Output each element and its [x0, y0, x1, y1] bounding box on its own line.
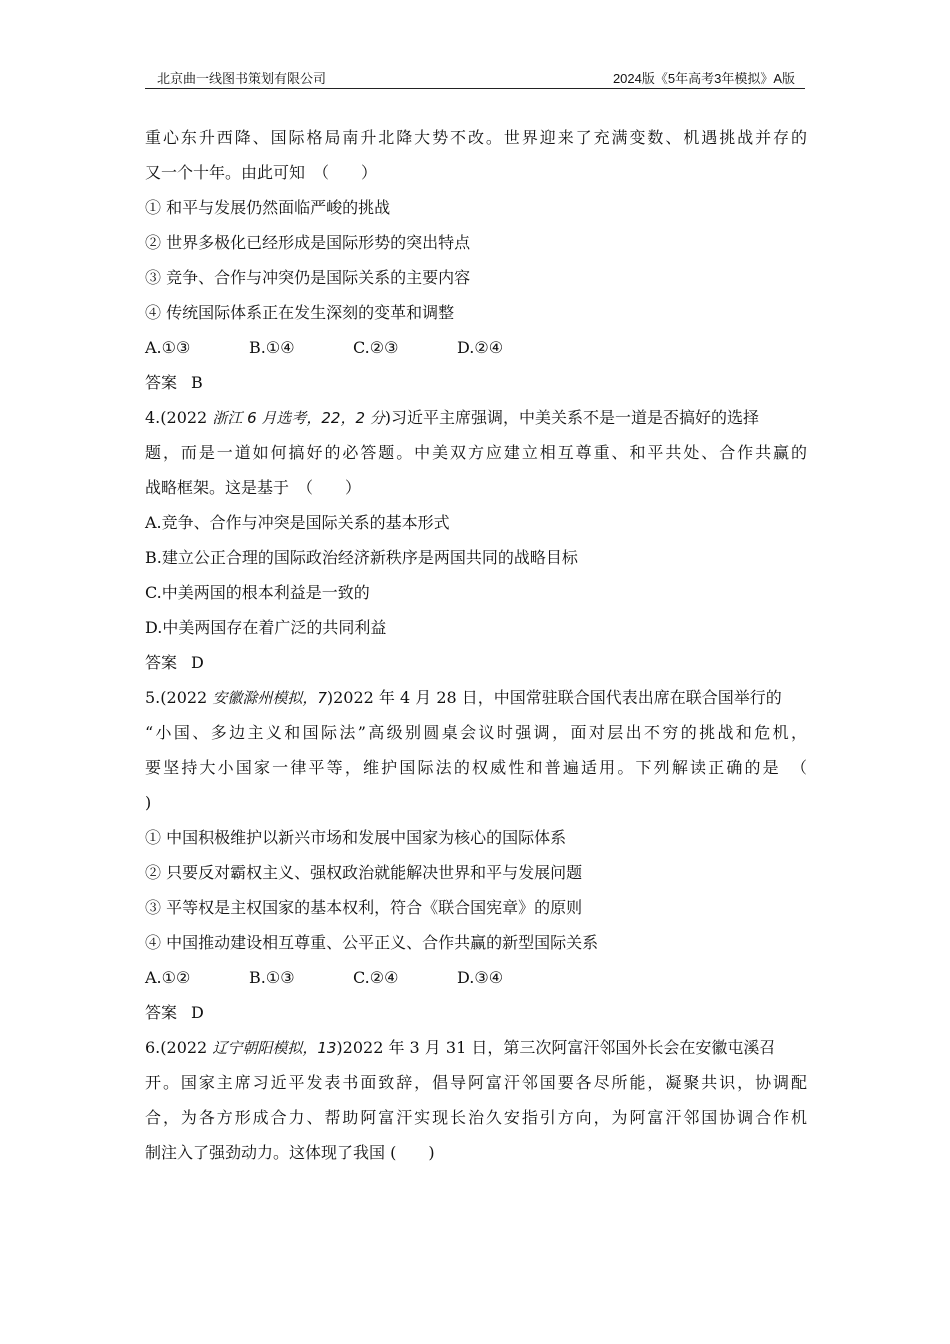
statement-item: ③ 平等权是主权国家的基本权利，符合《联合国宪章》的原则: [145, 898, 583, 917]
page-header: [145, 66, 805, 89]
option-c: C.②③: [353, 338, 399, 357]
answer-value: D: [191, 1003, 204, 1022]
answer-value: B: [191, 373, 203, 392]
answer-value: D: [191, 653, 204, 672]
option-d: D.中美两国存在着广泛的共同利益: [145, 618, 387, 637]
statement-item: ③ 竞争、合作与冲突仍是国际关系的主要内容: [145, 268, 471, 287]
statement-item: ② 只要反对霸权主义、强权政治就能解决世界和平与发展问题: [145, 863, 583, 882]
question-number: 5.(2022: [145, 688, 213, 707]
option-c: C.②④: [353, 968, 399, 987]
answer-line: [145, 645, 807, 680]
question-source: 安徽滁州模拟，7: [212, 689, 327, 707]
option-c: C.中美两国的根本利益是一致的: [145, 583, 370, 602]
option-d: D.③④: [457, 968, 504, 987]
answer-label: 答案: [145, 373, 178, 392]
question-stem-line: 题，而是一道如何搞好的必答题。中美双方应建立相互尊重、和平共处、合作共赢的: [145, 443, 807, 462]
question-stem-line: 重心东升西降、国际格局南升北降大势不改。世界迎来了充满变数、机遇挑战并存的: [145, 128, 807, 147]
option-a: A.竞争、合作与冲突是国际关系的基本形式: [145, 513, 450, 532]
document-body: [145, 120, 807, 1170]
answer-label: 答案: [145, 653, 178, 672]
question-stem-line: [145, 1030, 807, 1065]
question-source: 辽宁朝阳模拟，13: [212, 1039, 337, 1057]
question-4: [145, 400, 807, 680]
option-d: D.②④: [457, 338, 504, 357]
statement-item: ④ 中国推动建设相互尊重、公平正义、合作共赢的新型国际关系: [145, 933, 599, 952]
answer-line: [145, 365, 807, 400]
question-5: [145, 680, 807, 1030]
answer-line: [145, 995, 807, 1030]
answer-label: 答案: [145, 1003, 178, 1022]
option-b: B.①③: [249, 968, 295, 987]
statement-item: ② 世界多极化已经形成是国际形势的突出特点: [145, 233, 471, 252]
question-stem-text: )2022 年 4 月 28 日，中国常驻联合国代表出席在联合国举行的: [326, 688, 782, 707]
question-stem-line: 开。国家主席习近平发表书面致辞，倡导阿富汗邻国要各尽所能，凝聚共识，协调配: [145, 1073, 807, 1092]
option-b: B.①④: [249, 338, 295, 357]
question-stem-line: [145, 680, 807, 715]
statement-item: ① 中国积极维护以新兴市场和发展中国家为核心的国际体系: [145, 828, 567, 847]
question-stem-line: “小国、多边主义和国际法”高级别圆桌会议时强调，面对层出不穷的挑战和危机，: [145, 723, 807, 742]
question-stem-line: ): [145, 793, 152, 812]
option-b: B.建立公正合理的国际政治经济新秩序是两国共同的战略目标: [145, 548, 578, 567]
question-stem-line: 要坚持大小国家一律平等，维护国际法的权威性和普遍适用。下列解读正确的是 （: [145, 758, 807, 777]
option-a: A.①②: [145, 968, 191, 987]
question-3: [145, 120, 807, 400]
answer-options: [145, 330, 807, 365]
statement-item: ① 和平与发展仍然面临严峻的挑战: [145, 198, 391, 217]
option-a: A.①③: [145, 338, 191, 357]
question-stem-line: 又一个十年。由此可知 （ ）: [145, 163, 378, 182]
question-source: 浙江 6 月选考，22，2 分: [212, 409, 385, 427]
question-6: [145, 1030, 807, 1170]
question-stem-line: [145, 400, 807, 435]
question-number: 4.(2022: [145, 408, 213, 427]
publisher-name: 北京曲一线图书策划有限公司: [157, 71, 327, 86]
question-stem-line: 制注入了强劲动力。这体现了我国 ( ): [145, 1143, 435, 1162]
question-number: 6.(2022: [145, 1038, 213, 1057]
question-stem-text: )2022 年 3 月 31 日，第三次阿富汗邻国外长会在安徽屯溪召: [336, 1038, 776, 1057]
question-stem-line: 战略框架。这是基于 （ ）: [145, 478, 362, 497]
statement-item: ④ 传统国际体系正在发生深刻的变革和调整: [145, 303, 455, 322]
answer-options: [145, 960, 807, 995]
question-stem-line: 合，为各方形成合力、帮助阿富汗实现长治久安指引方向，为阿富汗邻国协调合作机: [145, 1108, 807, 1127]
question-stem-text: )习近平主席强调，中美关系不是一道是否搞好的选择: [384, 408, 760, 427]
book-edition: 2024版《5年高考3年模拟》A版: [612, 71, 795, 86]
